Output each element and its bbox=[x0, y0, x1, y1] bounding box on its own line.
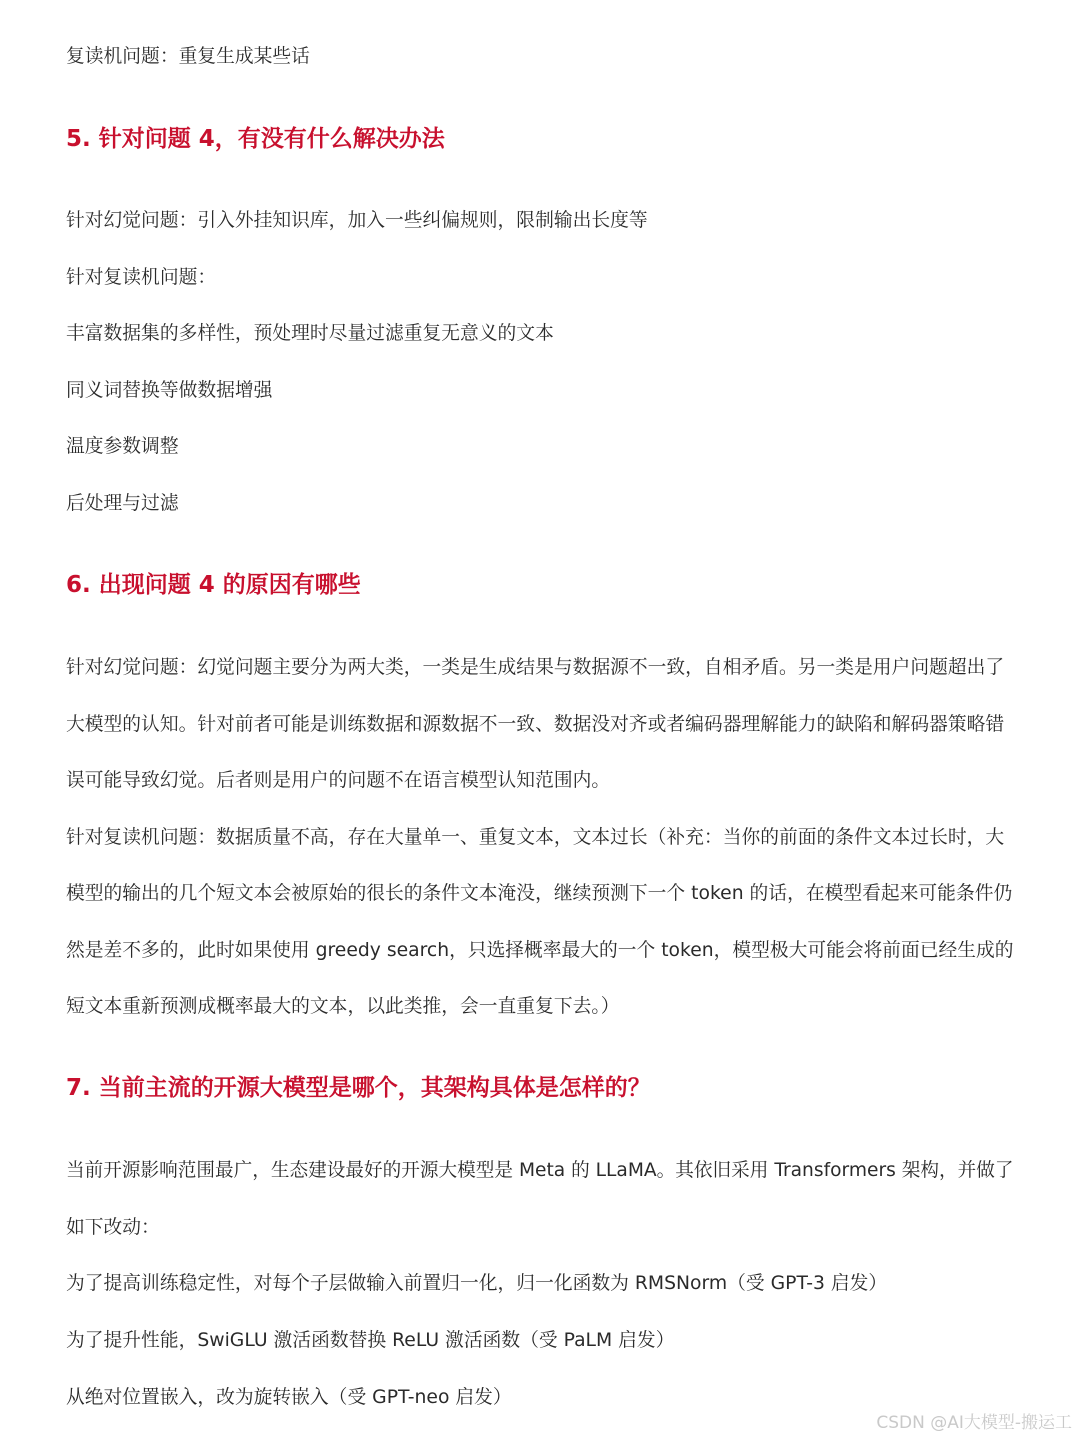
s6-line-2: 大模型的认知。针对前者可能是训练数据和源数据不一致、数据没对齐或者编码器理解能力的缺陷和解码器策略错 bbox=[66, 713, 1005, 735]
s7-line-2: 如下改动： bbox=[66, 1216, 160, 1238]
s6-line-1: 针对幻觉问题：幻觉问题主要分为两大类，一类是生成结果与数据源不一致，自相矛盾。另一类是用户问题超出了 bbox=[66, 656, 1005, 678]
s6-line-6: 然是差不多的，此时如果使用 greedy search，只选择概率最大的一个 token，模型极大可能会将前面已经生成的 bbox=[66, 939, 1014, 961]
s7-line-rmsnorm: 为了提高训练稳定性，对每个子层做输入前置归一化，归一化函数为 RMSNorm（受 GPT-3 启发） bbox=[66, 1272, 888, 1294]
paragraph-repeater-problem: 复读机问题：重复生成某些话 bbox=[66, 45, 310, 67]
s5-line-diversity: 丰富数据集的多样性，预处理时尽量过滤重复无意义的文本 bbox=[66, 322, 554, 344]
s6-line-3: 误可能导致幻觉。后者则是用户的问题不在语言模型认知范围内。 bbox=[66, 769, 611, 791]
s5-line-hallucination-fix: 针对幻觉问题：引入外挂知识库，加入一些纠偏规则，限制输出长度等 bbox=[66, 209, 648, 231]
section-5-heading: 5. 针对问题 4，有没有什么解决办法 bbox=[66, 126, 445, 152]
s5-line-repeater-label: 针对复读机问题： bbox=[66, 266, 217, 288]
csdn-watermark: CSDN @AI大模型-搬运工 bbox=[876, 1413, 1072, 1433]
s7-line-rope: 从绝对位置嵌入，改为旋转嵌入（受 GPT-neo 启发） bbox=[66, 1386, 512, 1408]
s6-line-5: 模型的输出的几个短文本会被原始的很长的条件文本淹没，继续预测下一个 token 的话，在模型看起来可能条件仍 bbox=[66, 882, 1013, 904]
s7-line-swiglu: 为了提升性能，SwiGLU 激活函数替换 ReLU 激活函数（受 PaLM 启发） bbox=[66, 1329, 675, 1351]
section-6-heading: 6. 出现问题 4 的原因有哪些 bbox=[66, 572, 361, 598]
s6-line-4: 针对复读机问题：数据质量不高，存在大量单一、重复文本，文本过长（补充：当你的前面的条件文本过长时，大 bbox=[66, 826, 1005, 848]
section-7-heading: 7. 当前主流的开源大模型是哪个，其架构具体是怎样的？ bbox=[66, 1075, 651, 1101]
s6-line-7: 短文本重新预测成概率最大的文本，以此类推，会一直重复下去。） bbox=[66, 995, 620, 1017]
s5-line-postprocess: 后处理与过滤 bbox=[66, 492, 179, 514]
s5-line-synonym: 同义词替换等做数据增强 bbox=[66, 379, 273, 401]
s7-line-1: 当前开源影响范围最广，生态建设最好的开源大模型是 Meta 的 LLaMA。其依旧采用 Transformers 架构，并做了 bbox=[66, 1159, 1014, 1181]
s5-line-temperature: 温度参数调整 bbox=[66, 435, 179, 457]
